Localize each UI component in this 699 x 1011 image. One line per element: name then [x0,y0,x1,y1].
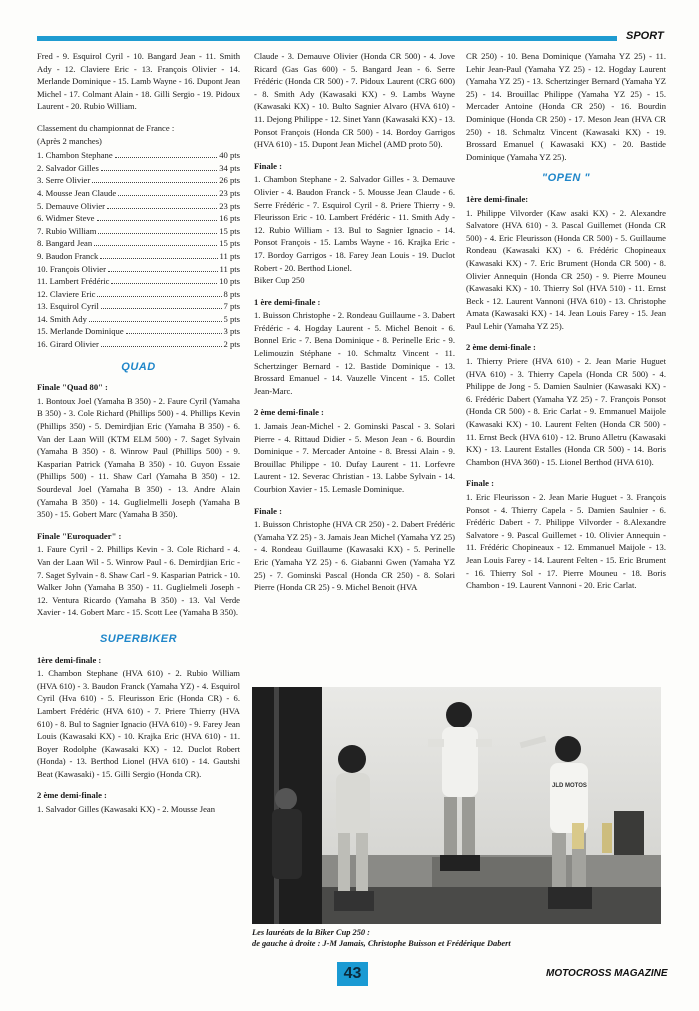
standings-points: 5 pts [223,313,240,324]
standings-points: 34 pts [219,162,240,173]
photo-caption [252,927,661,949]
standings-rider: 15. Merlande Dominique [37,326,124,337]
quad-heading: QUAD [121,360,156,373]
standings-row [37,187,240,200]
standings-rider: 9. Baudon Franck [37,250,99,261]
standings-row [37,338,240,351]
standings-rider: 7. Rubio William [37,225,97,236]
standings-row [37,250,240,263]
leader-dots [97,220,218,221]
magazine-name: MOTOCROSS MAGAZINE [546,968,668,979]
leader-dots [111,283,217,284]
leader-dots [94,245,217,246]
standings-points: 40 pts [219,150,240,161]
standings-row [37,288,240,301]
open-demi2-heading: 2 ème demi-finale : [466,342,536,353]
biker-cup-finale-heading: Finale : [254,505,282,516]
leader-dots [101,346,222,347]
column-1 [37,50,240,825]
leader-dots [89,321,222,322]
biker-cup-demi2-results: 1. Jamais Jean-Michel - 2. Gominski Pascal - 3. Solari Pierre - 4. Rittaud Didier - 5. Meson Jean - 6. Bourdin Dominique - 7. Mercader Antoine - 8. Bressi Alain - 9. Brouillac Philippe - 10. Dufay Laurent - 11. Lorfevre Laurent - 12. Severac Christian - 13. Labbe Sylvain - 14. Courbion Xavier - 15. Lemasle Dominique. [254,421,455,494]
euroquader-results: 1. Faure Cyril - 2. Phillips Kevin - 3. Cole Richard - 4. Van der Laan Wil - 5. Winrow Paul - 6. Demirdjian Eric - 7. Saget Sylvain - 8. Shaw Carl - 9. Kasparian Patrick - 10. Walker John (Yamaha B 350) - 11. Guglielmeli Joseph - 12. Ventura Ricardo (Yamaha B 350) - 13. Val Verde Xavier - 14. Gobert Marc - 15. Scott Lee (Yamaha B 350). [37,544,240,618]
standings-rider: 11. Lambert Frédéric [37,276,110,287]
header-rule [37,36,617,41]
caption-line-2: de gauche à droite : J-M Jamais, Christophe Buisson et Frédérique Dabert [252,939,511,948]
standings-rider: 2. Salvador Gilles [37,162,99,173]
leader-dots [126,333,222,334]
standings-points: 15 pts [219,225,240,236]
standings-row [37,275,240,288]
standings-points: 23 pts [219,187,240,198]
standings-rider: 6. Widmer Steve [37,213,95,224]
superbiker-demi2-heading: 2 ème demi-finale : [37,790,107,801]
standings-rider: 3. Serre Olivier [37,175,91,186]
open-demi1-heading: 1ère demi-finale: [466,193,529,204]
leader-dots [97,296,221,297]
standings-rider: 14. Smith Ady [37,313,87,324]
standings-points: 16 pts [219,213,240,224]
leader-dots [98,233,217,234]
open-heading: "OPEN " [541,172,591,185]
leader-dots [101,170,217,171]
biker-cup-finale-results: 1. Buisson Christophe (HVA CR 250) - 2. Dabert Frédéric (Yamaha YZ 25) - 3. Jamais Jean Michel (Yamaha YZ 25) - 4. Rondeau Guillaume (Kawasaki KX) - 5. Perinelle Eric (Yamaha YZ 25) - 6. Giabanni Gwen (Yamaha YZ 25) - 7. Gominski Pascal (Honda CR 250) - 8. Solari Pierre (Honda CR 25) - 9. Michel Benoit (HVA [254,519,455,593]
standings-row [37,149,240,162]
standings-row [37,325,240,338]
standings-row [37,300,240,313]
results-continued-text: Fred - 9. Esquirol Cyril - 10. Bangard Jean - 11. Smith Ady - 12. Claviere Eric - 13. François Olivier - 14. Merlande Dominique - 15. Lamb Wayne - 16. Dupont Jean Michel - 17. Colmant Alain - 18. Gilli Sergio - 19. Pidoux Laurent - 20. Rubio William. [37,51,240,112]
jersey-logo: JLD MOTOS [552,783,587,789]
superbiker-demi2-results: 1. Salvador Gilles (Kawasaki KX) - 2. Mousse Jean [37,804,216,815]
standings-points: 10 pts [219,276,240,287]
superbiker-heading: SUPERBIKER [99,632,178,645]
standings-rider: 10. François Olivier [37,263,106,274]
standings-points: 26 pts [219,175,240,186]
section-label: SPORT [626,30,664,42]
championship-title: Classement du championnat de France : [37,122,175,133]
quad80-results: 1. Bontoux Joel (Yamaha B 350) - 2. Faure Cyril (Yamaha B 350) - 3. Cole Richard (Phillips 500) - 4. Phillips Kevin (Phillips 350) - 5. Demirdjian Eric (Yamaha B 350) - 6. Van der Laan Will (KTM ELM 500) - 7. Saget Sylvain (Yamaha B 350) - 8. Winrow Paul (Phillips 500) - 9. Kasparian Patrick (Yamaha B 350) - 10. Guyon Essaie (Phillips 500) - 11. Shaw Carl (Yamaha B 350) - 12. Sourdeval Joel (Yamaha B 350) - 13. Andre Alain (Yamaha B 350) - 14. Guglielmelli Joseph (Yamaha B 350) - 15. Gobert Marc (Yamaha B 350). [37,395,240,520]
superbiker-finale-heading: Finale : [254,160,282,171]
superbiker-demi1-heading: 1ère demi-finale : [37,654,102,665]
standings-row [37,263,240,276]
standings-points: 11 pts [219,250,240,261]
leader-dots [108,271,218,272]
open-finale-results: 1. Eric Fleurisson - 2. Jean Marie Huguet - 3. François Ponsot - 4. Thierry Capela - 5. Damien Saulnier - 6. Frédéric Dabert - 7. Philippe Vilvorder - 8.Alexandre Salvatore - 9. Pascal Guillemet - 10. Olivier Annequin - 11. Frédéric Chopineaux - 12. Emmanuel Maijole - 13. Jean Louis Farey - 14. Laurent Felten - 15. Eric Brument - 16. Thierry Sol - 17. Pierre Mouneu - 18. Boris Chambon - 19. Laurent Vannoni - 20. Eric Carlat. [466,492,666,591]
standings-points: 2 pts [223,339,240,350]
leader-dots [92,182,217,183]
quad80-heading: Finale "Quad 80" : [37,382,108,393]
podium-photo [252,687,661,924]
standings-row [37,237,240,250]
column-2 [254,50,455,603]
podium-illustration [252,687,661,924]
superbiker-demi1-results: 1. Chambon Stephane (HVA 610) - 2. Rubio William (HVA 610) - 3. Baudon Franck (Yamaha YZ) - 4. Esquirol Cyril (Hva 610) - 5. Fleurisson Eric (Honda CR) - 6. Lambert Frédéric (HVA 610) - 7. Priere Thierry (HVA 610) - 8. Bul to Sagnier Ignacio (HVA 610) - 9. Farey Jean Louis (Kawasaki KX) - 10. Krajka Eric (HVA 610) - 11. Boyer Rodolphe (Kawasaki KX) - 12. Duclot Robert (Honda) - 13. Berthod Lionel (HVA 610) - 14. Gautshi Beat (Kawasaki) - 15. Gilli Sergio (Honda CR). [37,668,240,779]
standings-points: 15 pts [219,238,240,249]
standings-rider: 1. Chambon Stephane [37,150,113,161]
standings-points: 23 pts [219,200,240,211]
open-demi1-results: 1. Philippe Vilvorder (Kaw asaki KX) - 2. Alexandre Salvatore (HVA 610) - 3. Pascal Guillemet (Honda CR 500) - 4. Eric Fleurisson (Honda CR 500) - 5. Guillaume Rondeau (Kawasaki KX) - 6. Frédéric Chopineaux (Kawasaki KX) - 7. Eric Brument (Honda CR 500) - 8. Olivier Annequin (Honda CR 250) - 9. Pierre Mouneu (Kawasaki KX) - 10. Thierry Sol (HVA 510) - 11. Ernst Beck - 12. Laurent Vannoni (HVA 610) - 13. Christophe Amata (Kawasaki KX) - 14. Jean Louis Farey - 15. Jean Paul Lehir (Yamaha YZ 25). [466,207,666,331]
standings-rider: 16. Girard Olivier [37,339,99,350]
standings-row [37,174,240,187]
superbiker-demi2-results-cont: Claude - 3. Demauve Olivier (Honda CR 500) - 4. Jove Ricard (Gas Gas 600) - 5. Bangard Jean - 6. Serre Frédéric (Honda CR 500) - 7. Pidoux Laurent (CRG 600) - 8. Smith Ady (Kawasaki KX) - 9. Lambs Wayne (Kawasaki KX) - 10. Bulto Sagnier Alvaro (HVA 610) - 11. Dejong Philippe - 12. Sinet Yann (Kawasaki KX) - 13. Ponsot François (Honda CR 500) - 14. Bordoy Garrigos (HVA 610) - 15. Dupont Jean Michel (AMD proto 50). [254,51,455,150]
biker-cup-finale-results-cont: CR 250) - 10. Bena Dominique (Yamaha YZ 25) - 11. Lehir Jean-Paul (Yamaha YZ 25) - 12. Hogday Laurent (Yamaha YZ 25) - 13. Schertzinger Bernard (Yamaha YZ 25) - 14. Brouillac Philippe (Yamaha YZ 25) - 15. Mercader Antoine (Honda CR 250) - 16. Bourdin Dominique (Honda CR 250) - 17. Meson Jean (HVA CR 250) - 18. Schmaltz Vincent (Kawasaki KX) - 19. Brossard Emanuel ( Kawasaki KX) - 20. Bastide Dominique (Yamaha YZ 25). [466,51,666,162]
standings-row [37,225,240,238]
leader-dots [101,308,222,309]
standings-row [37,162,240,175]
biker-cup-demi2-heading: 2 ème demi-finale : [254,407,324,418]
standings-row [37,200,240,213]
championship-standings [37,149,240,351]
biker-cup-demi1-results: 1. Buisson Christophe - 2. Rondeau Guillaume - 3. Dabert Frédéric - 4. Hogday Laurent - 5. Michel Benoit - 6. Bonnel Eric - 7. Bena Dominique - 8. Perinelle Eric - 9. Lelimouzin Stéphane - 10. Schmaltz Vincent - 11. Schertzinger Bernard - 12. Bastide Dominique - 13. Brossard Emanuel - 14. Vauzelle Vincent - 15. Collet Jean-Marc. [254,310,455,396]
open-finale-heading: Finale : [466,478,494,489]
open-demi2-results: 1. Thierry Priere (HVA 610) - 2. Jean Marie Huguet (HVA 610) - 3. Thierry Capela (Honda CR 500) - 4. Philippe de Jong - 5. Damien Saulnier (Kawasaki KX) - 6. Frédéric Dabert (Yamaha YZ 25) - 7. François Ponsot (Honda CR 500) - 8. Eric Carlat - 9. Emmanuel Maijole (Kawasaki KX) - 10. Laurent Felten (Honda CR 500) - 11. Ernst Beck (HVA 610) - 12. Bruno Alletru (Kawasaki KX) - 13. Laurent Estalles (Honda CR 500) - 14. Boris Chambon (HVA 360) - 15. Lionel Berthod (HVA 610). [466,356,666,467]
championship-subtitle: (Après 2 manches) [37,135,102,146]
standings-rider: 8. Bangard Jean [37,238,93,249]
standings-points: 7 pts [223,301,240,312]
standings-row [37,212,240,225]
standings-rider: 12. Claviere Eric [37,288,96,299]
leader-dots [107,208,217,209]
standings-rider: 13. Esquirol Cyril [37,301,99,312]
standings-points: 8 pts [223,288,240,299]
standings-points: 3 pts [223,326,240,337]
biker-cup-label: Biker Cup 250 [254,275,305,286]
leader-dots [100,258,217,259]
leader-dots [115,157,218,158]
biker-cup-demi1-heading: 1 ère demi-finale : [254,296,321,307]
leader-dots [118,195,217,196]
caption-line-1: Les lauréats de la Biker Cup 250 : [252,928,370,937]
standings-points: 11 pts [219,263,240,274]
superbiker-finale-results: 1. Chambon Stephane - 2. Salvador Gilles - 3. Demauve Olivier - 4. Baudon Franck - 5. Mousse Jean Claude - 6. Serre Frédéric - 7. Esquirol Cyril - 8. Priere Thierry - 9. Fleurisson Eric - 10. Lambert Frédéric - 11. Smith Ady - 12. Rubio William - 13. Bul to Sagnier Ignacio - 14. Ponsot François - 15. Lambs Wayne - 16. Krajka Eric - 17. Bordoy Garrigos - 18. Farey Jean Louis - 19. Duclot Robert - 20. Berthod Lionel. [254,174,455,273]
standings-row [37,313,240,326]
column-3 [466,50,666,601]
standings-rider: 4. Mousse Jean Claude [37,187,117,198]
standings-rider: 5. Demauve Olivier [37,200,106,211]
euroquader-heading: Finale "Euroquader" : [37,530,122,541]
page-number: 43 [337,962,368,986]
